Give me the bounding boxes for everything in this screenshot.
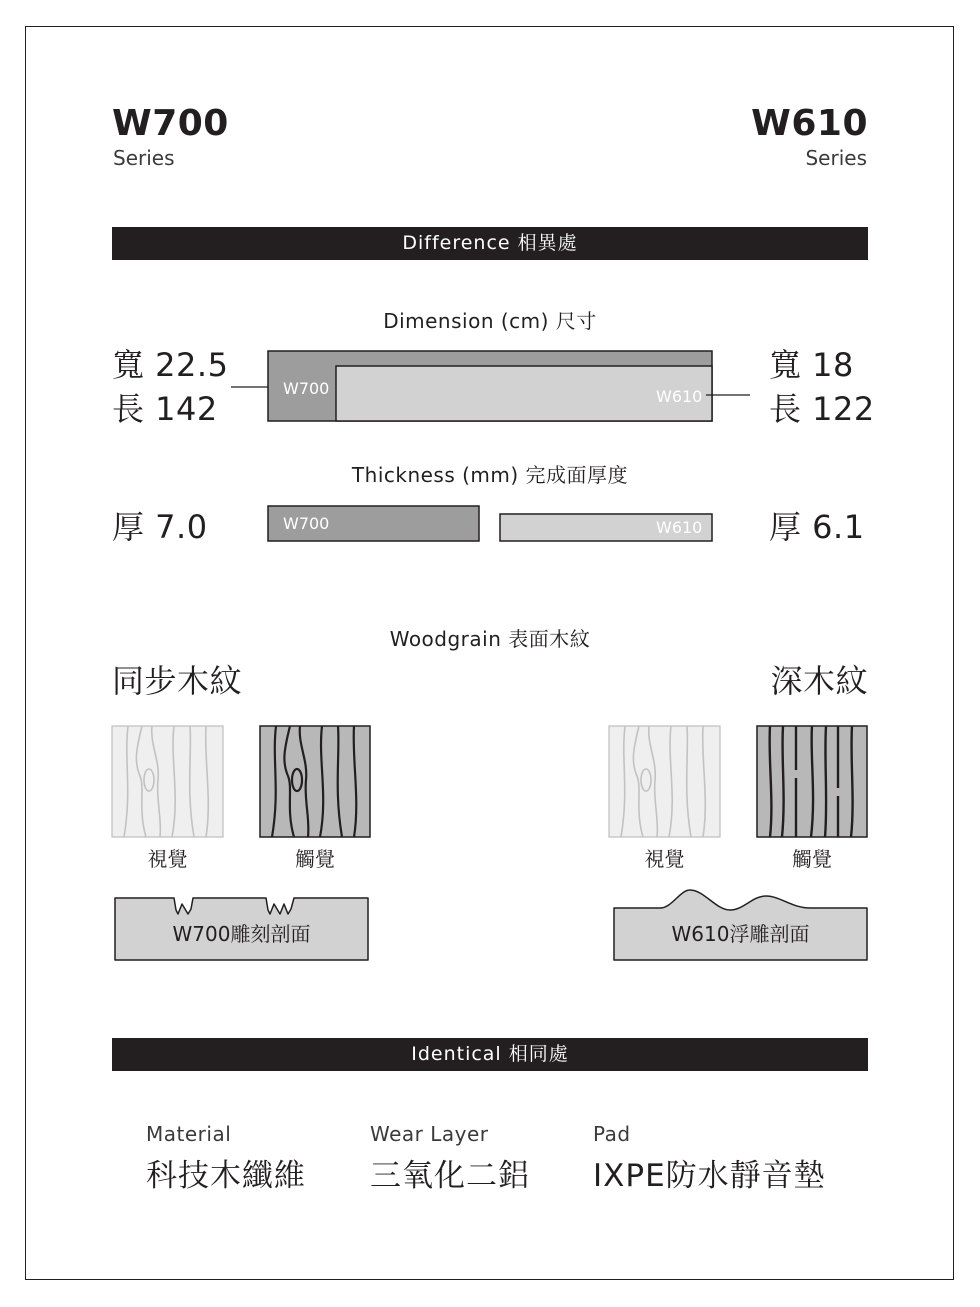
w610-width: 寬 18 bbox=[769, 346, 854, 384]
w700-woodgrain-title: 同步木紋 bbox=[112, 662, 243, 700]
w610-visual-label: 視覺 bbox=[644, 847, 685, 871]
difference-bar: Difference 相異處 bbox=[112, 227, 868, 260]
w700-thickness: 厚 7.0 bbox=[112, 508, 208, 546]
w700-dimension-tag: W700 bbox=[283, 379, 330, 398]
w700-series-subtitle: Series bbox=[113, 146, 175, 170]
w700-width: 寬 22.5 bbox=[112, 346, 229, 384]
material-value: 科技木纖維 bbox=[146, 1158, 306, 1194]
woodgrain-caption: Woodgrain 表面木紋 bbox=[389, 627, 591, 651]
w700-length: 長 142 bbox=[112, 390, 218, 428]
w700-thickness-tag: W700 bbox=[283, 514, 330, 533]
w610-tactile-label: 觸覺 bbox=[792, 847, 832, 871]
w610-length: 長 122 bbox=[769, 390, 875, 428]
w700-visual-swatch bbox=[112, 726, 223, 837]
thickness-caption: Thickness (mm) 完成面厚度 bbox=[351, 463, 629, 487]
w610-woodgrain-title: 深木紋 bbox=[770, 662, 868, 700]
wear-layer-value: 三氧化二鋁 bbox=[370, 1158, 530, 1194]
w610-tactile-swatch bbox=[757, 726, 867, 837]
pad-label: Pad bbox=[593, 1122, 631, 1146]
w610-profile-label: W610浮雕剖面 bbox=[671, 922, 810, 946]
w610-visual-swatch bbox=[609, 726, 720, 837]
w610-series-code: W610 bbox=[751, 103, 868, 144]
material-label: Material bbox=[146, 1122, 232, 1146]
wear-layer-label: Wear Layer bbox=[370, 1122, 489, 1146]
pad-value: IXPE防水靜音墊 bbox=[593, 1158, 826, 1194]
w610-series-subtitle: Series bbox=[805, 146, 867, 170]
w610-thickness: 厚 6.1 bbox=[769, 508, 865, 546]
w700-series-code: W700 bbox=[112, 103, 229, 144]
w700-tactile-label: 觸覺 bbox=[295, 847, 335, 871]
w700-tactile-swatch bbox=[260, 726, 370, 837]
dimension-caption: Dimension (cm) 尺寸 bbox=[383, 309, 597, 333]
w700-visual-label: 視覺 bbox=[147, 847, 188, 871]
w610-thickness-tag: W610 bbox=[656, 518, 703, 537]
w700-profile-label: W700雕刻剖面 bbox=[172, 922, 311, 946]
identical-bar: Identical 相同處 bbox=[112, 1038, 868, 1071]
w610-dimension-tag: W610 bbox=[656, 387, 703, 406]
